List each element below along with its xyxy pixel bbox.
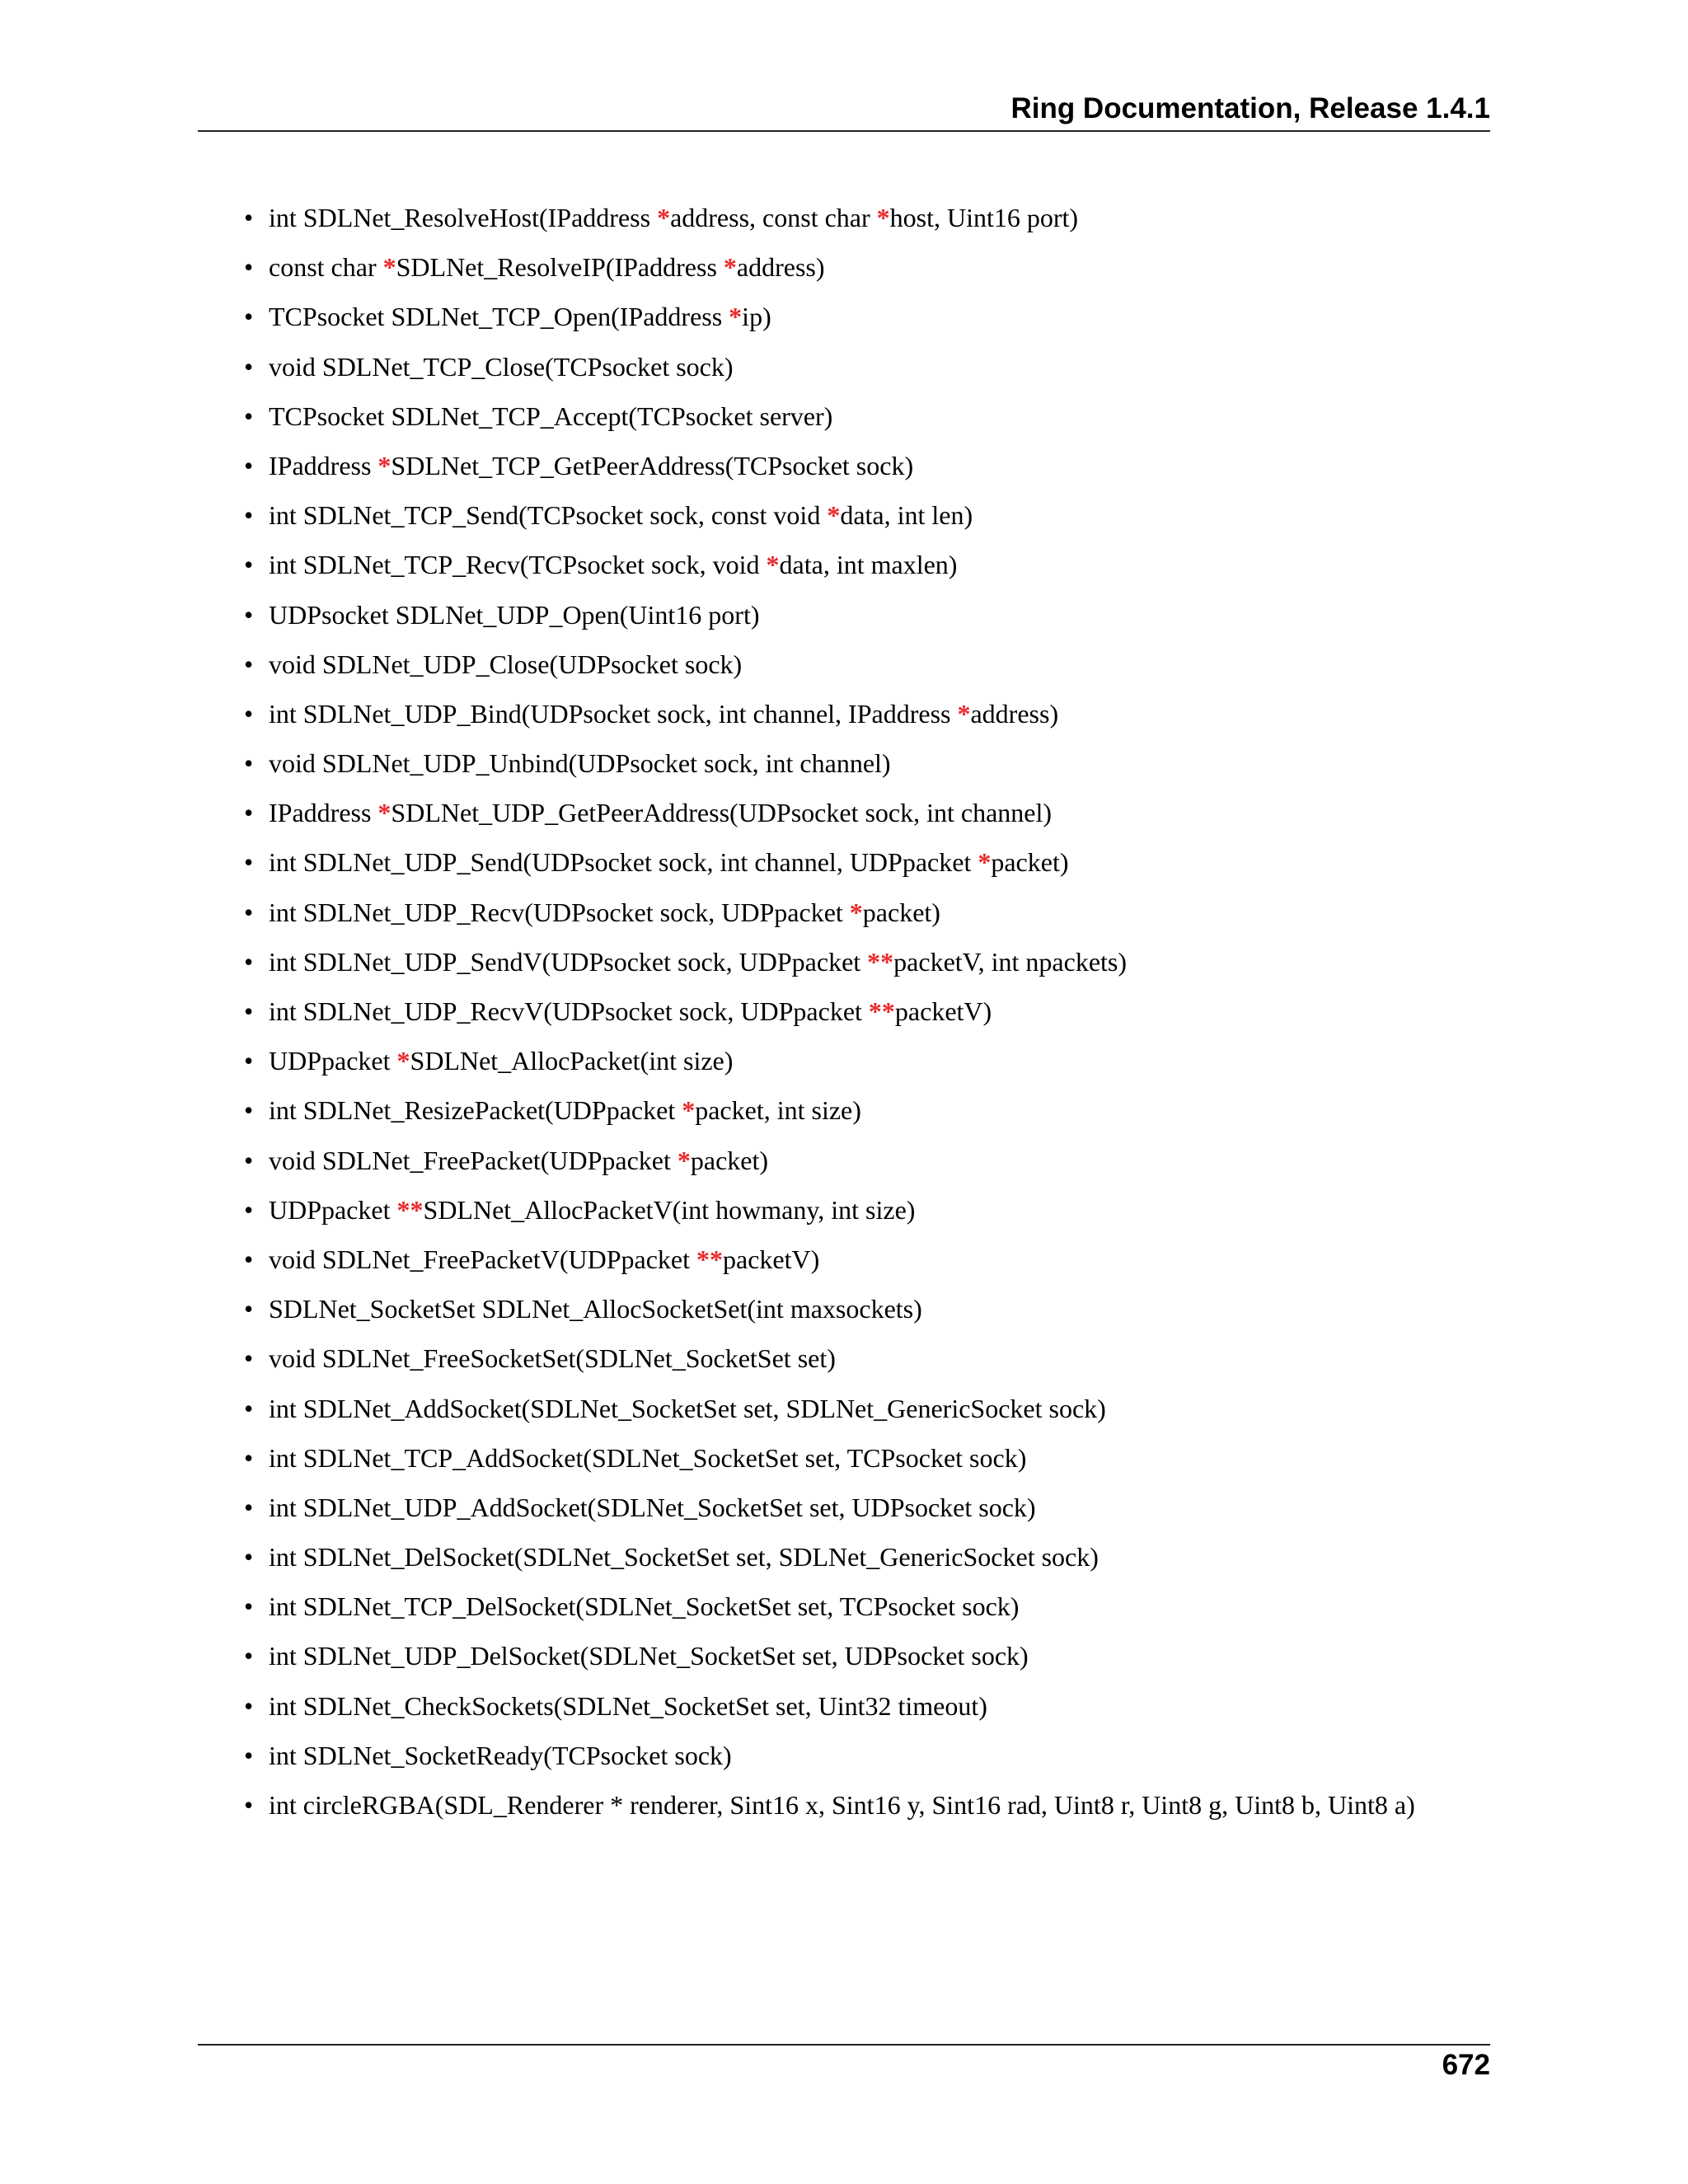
function-signature: int SDLNet_UDP_Bind(UDPsocket sock, int channel, IPaddress *address) xyxy=(269,698,1059,729)
bullet-icon: • xyxy=(244,946,254,977)
list-item xyxy=(244,1043,1497,1092)
bullet-icon: • xyxy=(244,1244,254,1274)
function-signature: void SDLNet_TCP_Close(TCPsocket sock) xyxy=(269,351,734,382)
bullet-icon: • xyxy=(244,1194,254,1225)
function-signature: int SDLNet_TCP_DelSocket(SDLNet_SocketSet set, TCPsocket sock) xyxy=(269,1591,1020,1622)
bullet-icon: • xyxy=(244,996,254,1026)
function-signature: int circleRGBA(SDL_Renderer * renderer, Sint16 x, Sint16 y, Sint16 rad, Uint8 r, Uint8 g, Uint8 b, Uint8 a) xyxy=(269,1790,1415,1820)
list-item xyxy=(244,249,1497,298)
list-item xyxy=(244,1291,1497,1340)
bullet-icon: • xyxy=(244,1343,254,1374)
header-rule xyxy=(198,130,1490,132)
list-item xyxy=(244,349,1497,398)
bullet-icon: • xyxy=(244,649,254,679)
list-item xyxy=(244,1638,1497,1687)
bullet-icon: • xyxy=(244,1641,254,1671)
function-signature: int SDLNet_ResizePacket(UDPpacket *packet, int size) xyxy=(269,1095,861,1126)
header-title: Ring Documentation, Release 1.4.1 xyxy=(1010,92,1490,124)
list-item xyxy=(244,298,1497,348)
function-signature: int SDLNet_UDP_SendV(UDPsocket sock, UDPpacket **packetV, int npackets) xyxy=(269,946,1128,977)
list-item xyxy=(244,944,1497,993)
bullet-icon: • xyxy=(244,698,254,729)
bullet-icon: • xyxy=(244,500,254,531)
function-signature: int SDLNet_UDP_AddSocket(SDLNet_SocketSet set, UDPsocket sock) xyxy=(269,1492,1036,1522)
function-signature: void SDLNet_FreePacketV(UDPpacket **packetV) xyxy=(269,1244,820,1274)
bullet-icon: • xyxy=(244,1046,254,1076)
bullet-icon: • xyxy=(244,1790,254,1820)
function-signature: const char *SDLNet_ResolveIP(IPaddress *address) xyxy=(269,252,825,283)
list-item xyxy=(244,1340,1497,1390)
list-item xyxy=(244,1787,1497,1836)
list-item xyxy=(244,1737,1497,1787)
list-item xyxy=(244,1440,1497,1489)
function-signature: IPaddress *SDLNet_TCP_GetPeerAddress(TCPsocket sock) xyxy=(269,450,914,480)
page-number: 672 xyxy=(1442,2049,1490,2081)
bullet-icon: • xyxy=(244,302,254,332)
list-item xyxy=(244,1588,1497,1638)
bullet-icon: • xyxy=(244,1095,254,1126)
footer-rule xyxy=(198,2044,1490,2046)
list-item xyxy=(244,597,1497,646)
function-signature: int SDLNet_AddSocket(SDLNet_SocketSet set, SDLNet_GenericSocket sock) xyxy=(269,1393,1106,1423)
function-signature: void SDLNet_UDP_Unbind(UDPsocket sock, int channel) xyxy=(269,748,891,779)
list-item xyxy=(244,844,1497,893)
bullet-icon: • xyxy=(244,748,254,779)
list-item xyxy=(244,497,1497,546)
function-signature: int SDLNet_UDP_DelSocket(SDLNet_SocketSet set, UDPsocket sock) xyxy=(269,1641,1029,1671)
bullet-icon: • xyxy=(244,203,254,232)
list-item xyxy=(244,448,1497,497)
bullet-icon: • xyxy=(244,1591,254,1622)
function-signature: void SDLNet_FreePacket(UDPpacket *packet) xyxy=(269,1145,769,1175)
bullet-icon: • xyxy=(244,847,254,878)
list-item xyxy=(244,1241,1497,1291)
bullet-icon: • xyxy=(244,401,254,431)
function-signature: int SDLNet_UDP_Send(UDPsocket sock, int channel, UDPpacket *packet) xyxy=(269,847,1069,878)
bullet-icon: • xyxy=(244,1690,254,1721)
function-signature: int SDLNet_TCP_Recv(TCPsocket sock, void *data, int maxlen) xyxy=(269,550,958,580)
bullet-icon: • xyxy=(244,252,254,283)
function-signature: int SDLNet_DelSocket(SDLNet_SocketSet set, SDLNet_GenericSocket sock) xyxy=(269,1542,1099,1572)
bullet-icon: • xyxy=(244,1294,254,1324)
function-list xyxy=(244,199,1497,1836)
function-signature: int SDLNet_TCP_Send(TCPsocket sock, const void *data, int len) xyxy=(269,500,973,531)
list-item xyxy=(244,794,1497,844)
function-signature: void SDLNet_UDP_Close(UDPsocket sock) xyxy=(269,649,743,679)
bullet-icon: • xyxy=(244,1492,254,1522)
function-signature: int SDLNet_SocketReady(TCPsocket sock) xyxy=(269,1740,732,1770)
bullet-icon: • xyxy=(244,798,254,828)
bullet-icon: • xyxy=(244,450,254,480)
function-signature: TCPsocket SDLNet_TCP_Accept(TCPsocket server) xyxy=(269,401,833,431)
function-signature: int SDLNet_UDP_Recv(UDPsocket sock, UDPpacket *packet) xyxy=(269,897,940,927)
bullet-icon: • xyxy=(244,351,254,382)
function-signature: UDPsocket SDLNet_UDP_Open(Uint16 port) xyxy=(269,599,760,630)
bullet-icon: • xyxy=(244,599,254,630)
bullet-icon: • xyxy=(244,1740,254,1770)
function-signature: UDPpacket **SDLNet_AllocPacketV(int howmany, int size) xyxy=(269,1194,916,1225)
list-item xyxy=(244,1489,1497,1539)
function-signature: TCPsocket SDLNet_TCP_Open(IPaddress *ip) xyxy=(269,302,771,332)
function-signature: int SDLNet_UDP_RecvV(UDPsocket sock, UDPpacket **packetV) xyxy=(269,996,992,1026)
function-signature: SDLNet_SocketSet SDLNet_AllocSocketSet(int maxsockets) xyxy=(269,1294,922,1324)
list-item xyxy=(244,646,1497,696)
list-item xyxy=(244,1390,1497,1440)
list-item xyxy=(244,1539,1497,1588)
list-item xyxy=(244,745,1497,794)
function-signature: int SDLNet_ResolveHost(IPaddress *address, const char *host, Uint16 port) xyxy=(269,203,1079,232)
list-item xyxy=(244,1192,1497,1241)
function-signature: int SDLNet_CheckSockets(SDLNet_SocketSet set, Uint32 timeout) xyxy=(269,1690,987,1721)
function-signature: IPaddress *SDLNet_UDP_GetPeerAddress(UDPsocket sock, int channel) xyxy=(269,798,1053,828)
bullet-icon: • xyxy=(244,1542,254,1572)
list-item xyxy=(244,398,1497,448)
list-item xyxy=(244,1092,1497,1141)
list-item xyxy=(244,696,1497,745)
bullet-icon: • xyxy=(244,1442,254,1473)
bullet-icon: • xyxy=(244,550,254,580)
bullet-icon: • xyxy=(244,897,254,927)
list-item xyxy=(244,1142,1497,1192)
bullet-icon: • xyxy=(244,1145,254,1175)
list-item xyxy=(244,1688,1497,1737)
function-signature: int SDLNet_TCP_AddSocket(SDLNet_SocketSet set, TCPsocket sock) xyxy=(269,1442,1027,1473)
list-item xyxy=(244,894,1497,944)
function-signature: void SDLNet_FreeSocketSet(SDLNet_SocketSet set) xyxy=(269,1343,836,1374)
list-item xyxy=(244,546,1497,596)
list-item xyxy=(244,993,1497,1043)
bullet-icon: • xyxy=(244,1393,254,1423)
function-signature: UDPpacket *SDLNet_AllocPacket(int size) xyxy=(269,1046,734,1076)
list-item xyxy=(244,199,1497,249)
